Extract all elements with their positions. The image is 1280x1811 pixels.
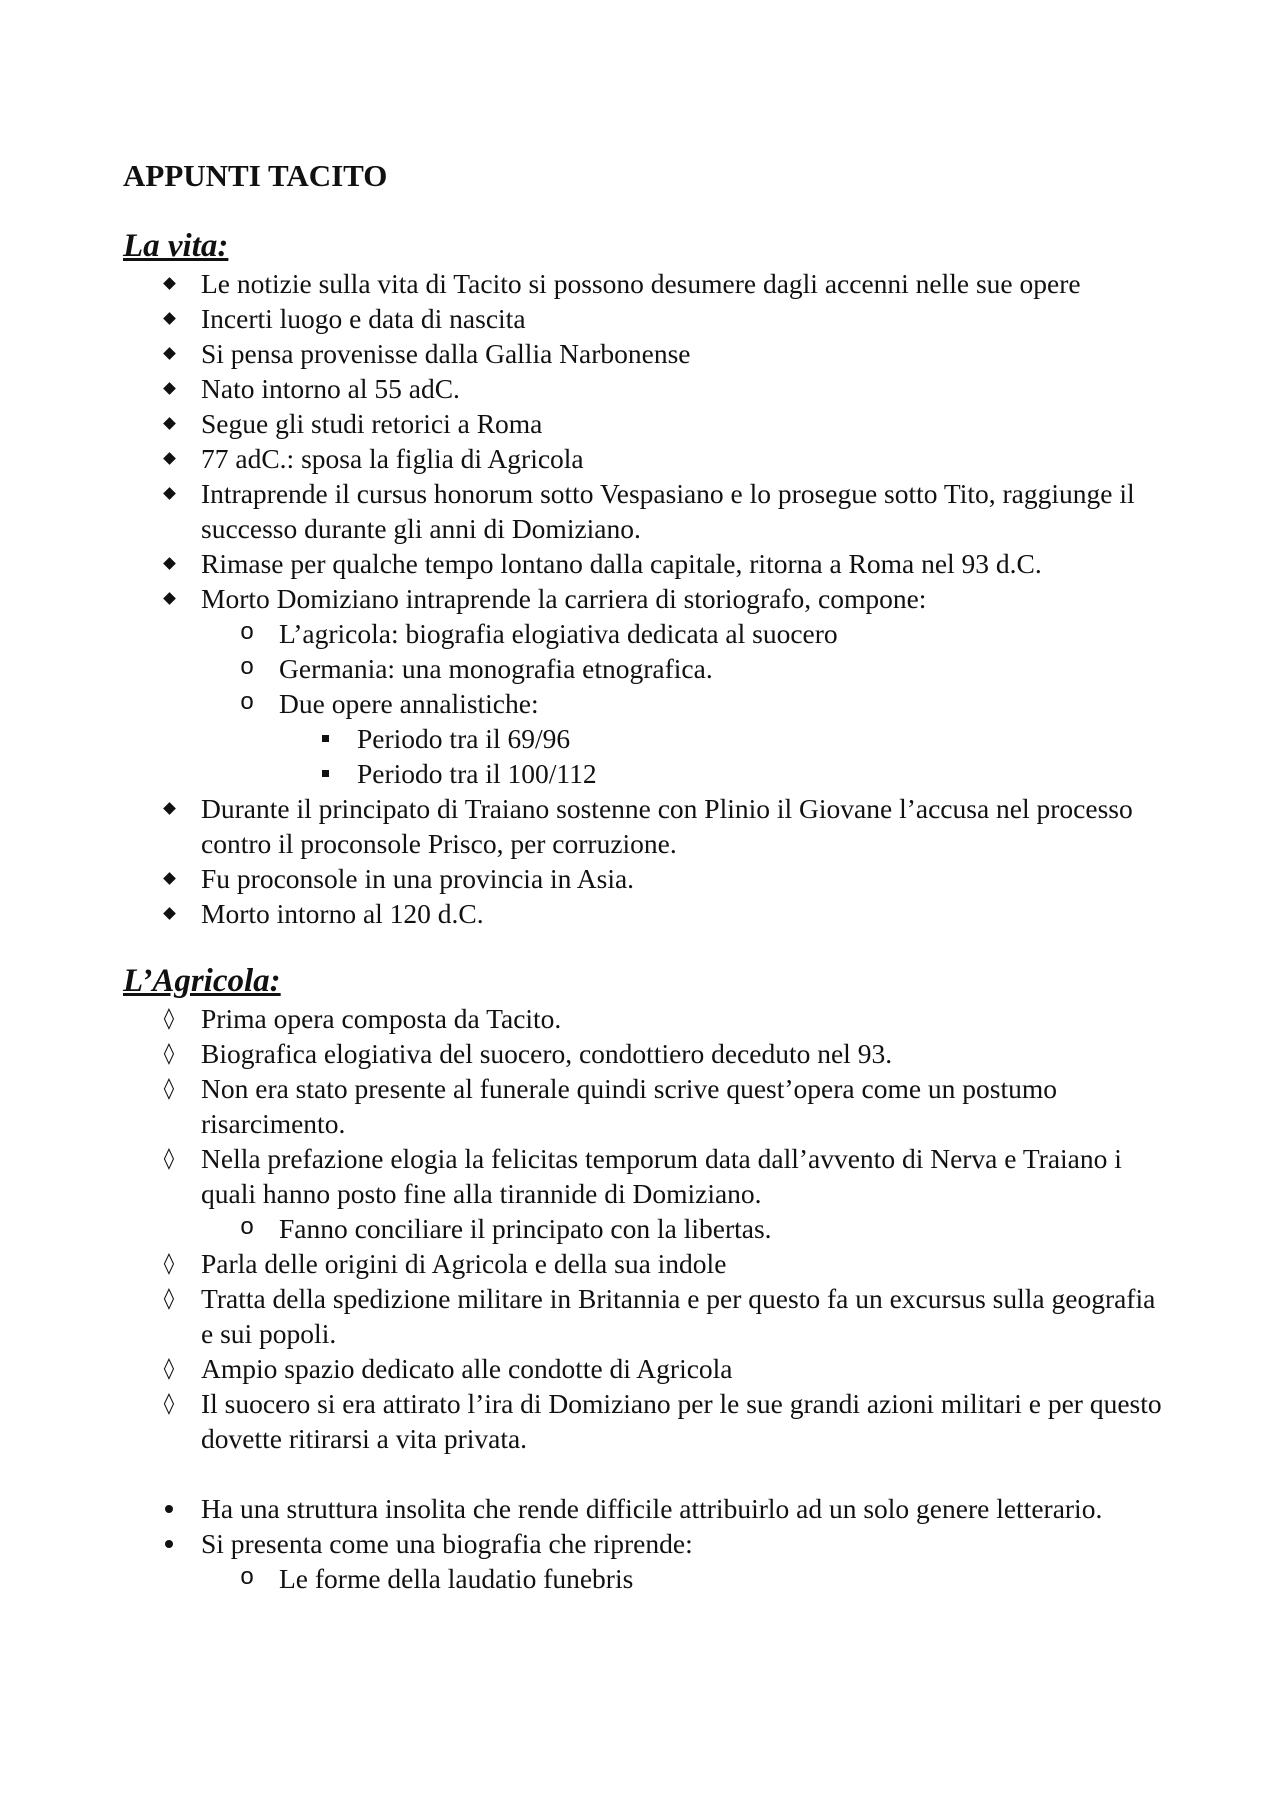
circle-bullet-icon: o xyxy=(240,1213,254,1240)
list-item xyxy=(123,1281,1163,1351)
list-item xyxy=(123,791,1163,861)
list-item-text: Ampio spazio dedicato alle condotte di Agricola xyxy=(201,1353,733,1384)
outline-diamond-bullet-icon: ◊ xyxy=(163,1391,175,1415)
list-item-text: Morto Domiziano intraprende la carriera di storiografo, compone: xyxy=(201,583,927,614)
filled-diamond-bullet-icon xyxy=(157,301,181,336)
list-item-text: Prima opera composta da Tacito. xyxy=(201,1003,562,1034)
list-item-text: Periodo tra il 100/112 xyxy=(357,758,597,789)
list-item-text: Due opere annalistiche: xyxy=(279,688,539,719)
section-heading: La vita: xyxy=(123,228,229,264)
list-item xyxy=(123,1491,1163,1526)
filled-diamond-bullet-icon xyxy=(157,406,181,441)
outline-diamond-bullet-icon: ◊ xyxy=(163,1286,175,1310)
list-item xyxy=(123,756,1163,791)
list-item-text: Morto intorno al 120 d.C. xyxy=(201,898,484,929)
list-item-text: Parla delle origini di Agricola e della sua indole xyxy=(201,1248,727,1279)
filled-diamond-bullet-icon xyxy=(157,581,181,616)
list-item-text: Nella prefazione elogia la felicitas temporum data dall’avvento di Nerva e Traiano i quali hanno posto fine alla tirannide di Domiziano. xyxy=(201,1143,1122,1209)
filled-diamond-bullet-icon xyxy=(157,371,181,406)
section-agricola xyxy=(123,961,1163,1596)
dot-bullet-icon xyxy=(157,1526,181,1561)
square-bullet-icon xyxy=(313,756,337,791)
circle-bullet-icon: o xyxy=(240,653,254,680)
list-item xyxy=(123,721,1163,756)
list-item-text: Si pensa provenisse dalla Gallia Narbonense xyxy=(201,338,691,369)
list-item-text: Germania: una monografia etnografica. xyxy=(279,653,713,684)
list-item-text: Periodo tra il 69/96 xyxy=(357,723,571,754)
list-item xyxy=(123,266,1163,301)
list-item xyxy=(123,1351,1163,1386)
bullet-list xyxy=(123,1001,1163,1596)
list-item xyxy=(123,616,1163,651)
list-item xyxy=(123,651,1163,686)
dot-bullet-icon xyxy=(157,1491,181,1526)
list-item xyxy=(123,441,1163,476)
document-title: APPUNTI TACITO xyxy=(123,158,388,193)
list-item-text: Ha una struttura insolita che rende difficile attribuirlo ad un solo genere letterario. xyxy=(201,1493,1103,1524)
outline-diamond-bullet-icon: ◊ xyxy=(163,1251,175,1275)
outline-diamond-bullet-icon: ◊ xyxy=(163,1146,175,1170)
list-item xyxy=(123,1211,1163,1246)
list-item-text: Le forme della laudatio funebris xyxy=(279,1563,634,1594)
list-item-text: Segue gli studi retorici a Roma xyxy=(201,408,543,439)
list-item xyxy=(123,896,1163,931)
list-item xyxy=(123,1526,1163,1561)
section-la-vita xyxy=(123,226,1163,931)
list-item xyxy=(123,336,1163,371)
list-item xyxy=(123,546,1163,581)
filled-diamond-bullet-icon xyxy=(157,546,181,581)
list-item-text: Intraprende il cursus honorum sotto Vespasiano e lo prosegue sotto Tito, raggiunge il successo durante gli anni di Domiziano. xyxy=(201,478,1135,544)
list-item-text: Tratta della spedizione militare in Britannia e per questo fa un excursus sulla geografia e sui popoli. xyxy=(201,1283,1156,1349)
square-bullet-icon xyxy=(313,721,337,756)
blank-line xyxy=(123,1456,1163,1491)
list-item-text: Fu proconsole in una provincia in Asia. xyxy=(201,863,635,894)
outline-diamond-bullet-icon: ◊ xyxy=(163,1076,175,1100)
list-item xyxy=(123,406,1163,441)
circle-bullet-icon: o xyxy=(240,688,254,715)
outline-diamond-bullet-icon: ◊ xyxy=(163,1356,175,1380)
list-item-text: Incerti luogo e data di nascita xyxy=(201,303,526,334)
outline-diamond-bullet-icon: ◊ xyxy=(163,1006,175,1030)
list-item xyxy=(123,1561,1163,1596)
list-item xyxy=(123,1036,1163,1071)
list-item xyxy=(123,581,1163,616)
list-item-text: Fanno conciliare il principato con la libertas. xyxy=(279,1213,772,1244)
list-item xyxy=(123,1246,1163,1281)
list-item-text: 77 adC.: sposa la figlia di Agricola xyxy=(201,443,584,474)
list-item xyxy=(123,1386,1163,1456)
section-heading: L’Agricola: xyxy=(123,963,281,999)
filled-diamond-bullet-icon xyxy=(157,336,181,371)
list-item xyxy=(123,371,1163,406)
list-item xyxy=(123,476,1163,546)
list-item-text: Biografica elogiativa del suocero, condottiero deceduto nel 93. xyxy=(201,1038,893,1069)
list-item xyxy=(123,1141,1163,1211)
list-item-text: Nato intorno al 55 adC. xyxy=(201,373,460,404)
list-item xyxy=(123,861,1163,896)
filled-diamond-bullet-icon xyxy=(157,896,181,931)
list-item-text: Il suocero si era attirato l’ira di Domiziano per le sue grandi azioni militari e per questo dovette ritirarsi a vita privata. xyxy=(201,1388,1162,1454)
list-item xyxy=(123,686,1163,721)
outline-diamond-bullet-icon: ◊ xyxy=(163,1041,175,1065)
list-item-text: Rimase per qualche tempo lontano dalla capitale, ritorna a Roma nel 93 d.C. xyxy=(201,548,1042,579)
filled-diamond-bullet-icon xyxy=(157,861,181,896)
document-page xyxy=(123,154,1163,1596)
list-item-text: Le notizie sulla vita di Tacito si possono desumere dagli accenni nelle sue opere xyxy=(201,268,1081,299)
bullet-list xyxy=(123,266,1163,931)
filled-diamond-bullet-icon xyxy=(157,266,181,301)
circle-bullet-icon: o xyxy=(240,618,254,645)
list-item-text: Non era stato presente al funerale quindi scrive quest’opera come un postumo risarcimento. xyxy=(201,1073,1058,1139)
list-item xyxy=(123,1001,1163,1036)
list-item xyxy=(123,301,1163,336)
list-item-text: L’agricola: biografia elogiativa dedicata al suocero xyxy=(279,618,838,649)
list-item-text: Si presenta come una biografia che riprende: xyxy=(201,1528,693,1559)
circle-bullet-icon: o xyxy=(240,1563,254,1590)
list-item xyxy=(123,1071,1163,1141)
filled-diamond-bullet-icon xyxy=(157,441,181,476)
filled-diamond-bullet-icon xyxy=(157,791,181,826)
filled-diamond-bullet-icon xyxy=(157,476,181,511)
list-item-text: Durante il principato di Traiano sostenne con Plinio il Giovane l’accusa nel processo contro il proconsole Prisco, per corruzione. xyxy=(201,793,1133,859)
